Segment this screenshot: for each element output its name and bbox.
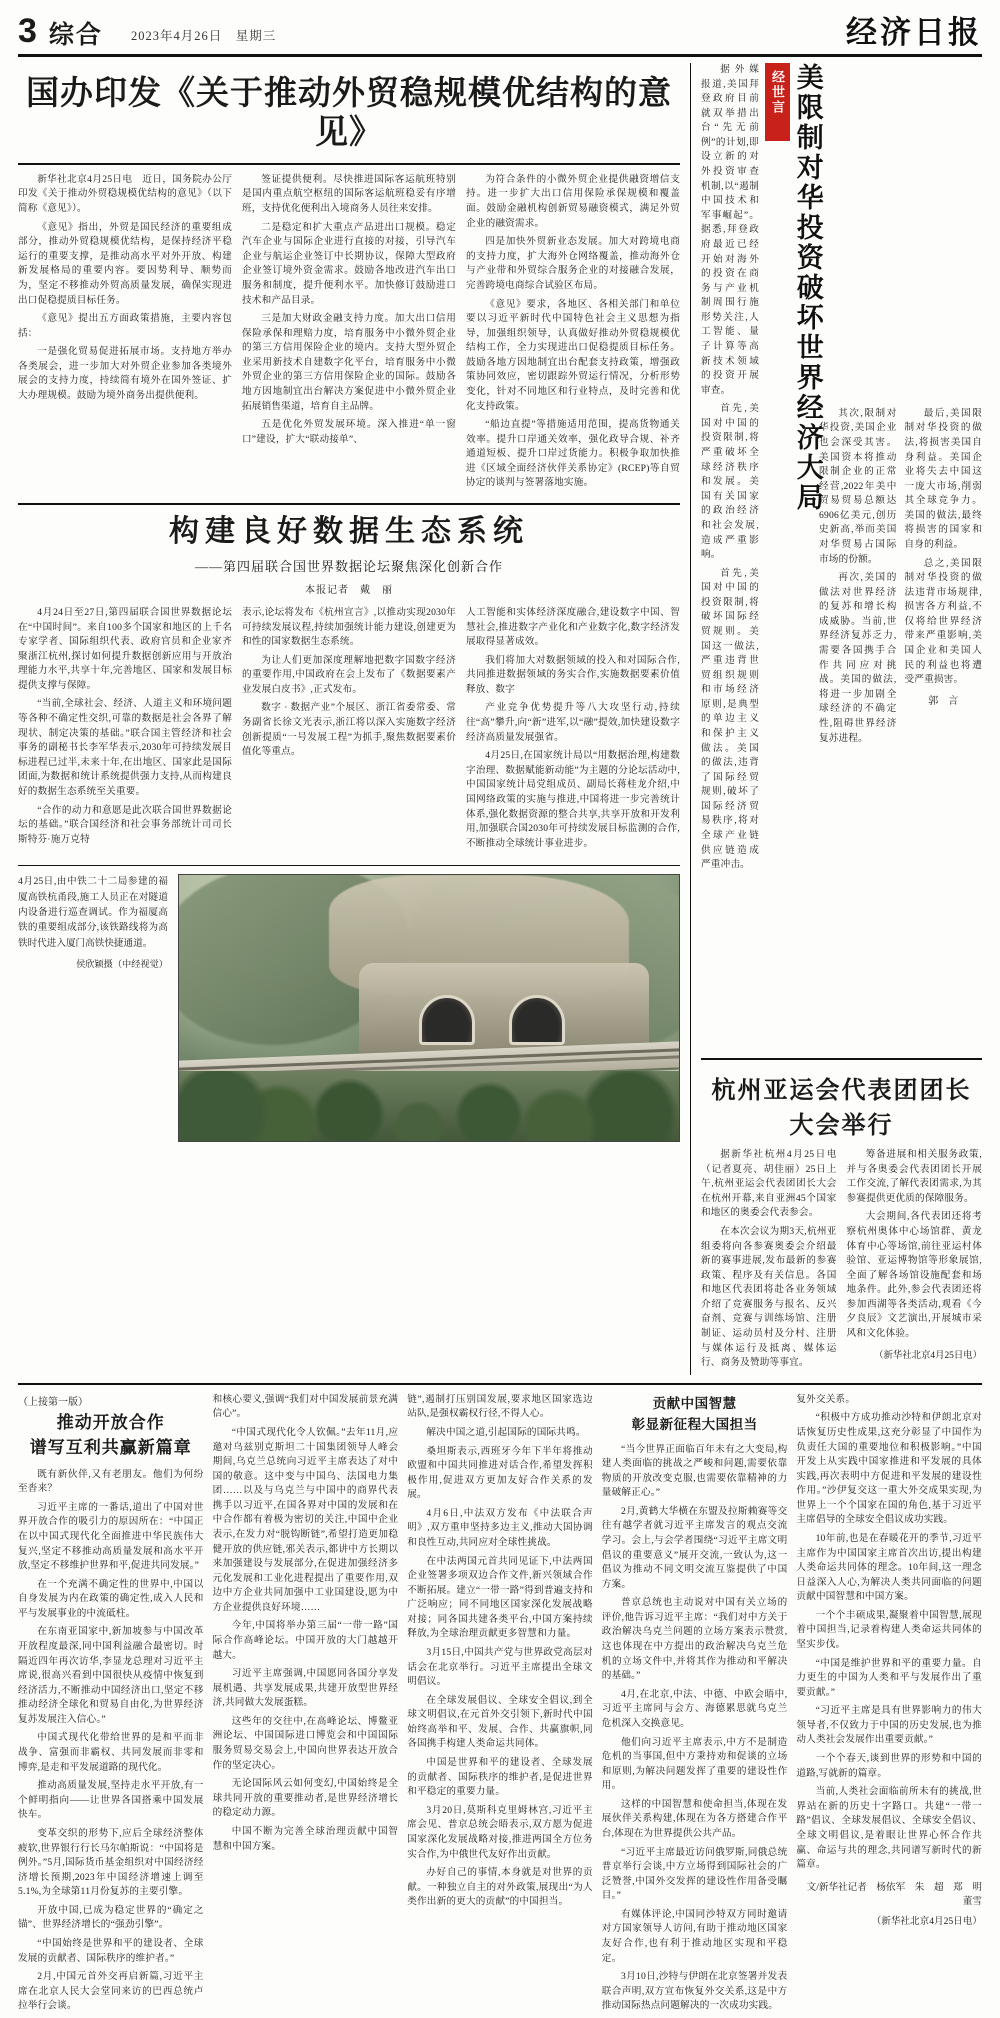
opinion-author: 郭 言: [928, 695, 959, 707]
article2-columns: [18, 596, 680, 855]
railway-aerial-photo: [178, 874, 680, 1142]
paragraph: 数字 · 数据产业”个展区、浙江省委常委、常务副省长徐文光表示,浙江将以深入实施数字经济创新提质“一号发展工程”为抓手,聚焦数据要素价值化等重点。: [242, 702, 456, 758]
photo-caption-wrap: [18, 874, 168, 1142]
paragraph: 在一个充满不确定性的世界中,中国以自身发展为内在政策的确定性,成入人民和平与发展事业的中流砥柱。: [18, 1578, 204, 1619]
paragraph: 3月10日,沙特与伊朗在北京签署并发表联合声明,双方宣布恢复外交关系,这是中方推动国际热点问题解决的一次成功实践。: [601, 1971, 788, 2012]
bottom-col-5: [796, 1393, 992, 2018]
column-stamp: 经世言: [765, 63, 790, 141]
paragraph: 据外媒报道,美国拜登政府目前就双举措出台“先无前例”的计划,即设立新的对外投资审查机制,以“遏制中国技术和军事崛起”。据悉,拜登政府最近已经开始对海外的投资在商务与产业机制周围行施形势关注,人工智能、量子计算等高新技术领域的投资开展审查。: [701, 64, 759, 396]
bottom-col-3: [407, 1393, 593, 2018]
paragraph: “中国始终是世界和平的建设者、全球发展的贡献者、国际秩序的维护者。”: [18, 1937, 204, 1964]
paragraph: “中国是维护世界和平的重要力量。自力更生的中国为人类和平与发展作出了重要贡献。”: [796, 1657, 982, 1698]
paragraph: 其次,限制对华投资,美国企业也会深受其害。美国资本将推动限制企业的正常经营,2022年美中贸易贸易总额达6906亿美元,创历史新高,举而美国对华贸易占国际市场的份额。: [819, 407, 897, 565]
paragraph: 今年,中国将举办第三届“一带一路”国际合作高峰论坛。中国开放的大门越越开越大。: [212, 1620, 399, 1661]
bottom-col-1: [18, 1393, 204, 2018]
paragraph: 当前,人类社会面临前所未有的挑战,世界站在新的历史十字路口。共建“一带一路”倡议、全球发展倡议、全球安全倡议、全球文明倡议,是着眼让世界心怀合作共赢、命运与共的理念,共同谱写新时代的新篇章。: [796, 1786, 982, 1871]
paragraph: 在中法两国元首共同见证下,中法两国企业签署多项双边合作文件,新兴领域合作不断拓展。建立“一带一路”得到普遍支持和广泛响应；同不同地区国家深化发展战略对接；同各国共建各类平台,中国方案持续释放,为全球治理贡献更多智慧和力量。: [407, 1555, 593, 1640]
paragraph: 表示,论坛将发布《杭州宣言》,以推动实现2030年可持续发展议程,持续加强统计能力建设,创建更为和性的国家数据生态系统。: [242, 607, 456, 648]
left-block: [18, 63, 680, 1375]
paragraph: 链”,遏制打压别国发展,要求地区国家选边站队,是强权霸权行径,不得人心。: [407, 1393, 593, 1420]
opinion-col-3: [905, 407, 983, 750]
photo-block: [18, 865, 680, 1142]
article2-col-2: [242, 606, 456, 855]
paragraph: 产业竞争优势提升等八大攻坚行动,持续往“高”攀升,向“新”进军,以“融”提效,加快建设数字经济高质量发展强省。: [466, 702, 680, 743]
tunnel-portal-icon: [509, 995, 565, 1045]
article2-headline: 构建良好数据生态系统: [169, 515, 529, 549]
paragraph: 五是优化外贸发展环境。深入推进“单一窗口”建设，扩大“联动接单”、: [242, 419, 456, 445]
paragraph: 一是强化贸易促进拓展市场。支持地方举办各类展会，进一步加大对外贸企业参加各类境外展会的支持力度，持续简有境外在国外签证、扩大办理规模。鼓励为境外商务出提供便利。: [18, 346, 232, 401]
article1-columns: [18, 165, 680, 495]
paragraph: 最后,美国限制对华投资的做法,将损害美国自身利益。美国企业将失去中国这一庞大市场,削弱其全球竞争力。美国的做法,最终将损害的国家和自身的利益。: [904, 407, 982, 550]
right-rail: [690, 63, 982, 1375]
opinion-col-1: [701, 63, 759, 877]
publication-date: 2023年4月26日 星期三: [130, 29, 277, 43]
paragraph: 首先,美国对中国的投资限制,将破坏国际经贸规则。美国这一做法,严重违背世贸组织规则和市场经济原则,是典型的单边主义和保护主义做法。美国的做法,违背了国际经贸规则,破坏了国际经济贸易秩序,将对全球产业链供应链造成严重冲击。: [701, 567, 759, 871]
paragraph: 无论国际风云如何变幻,中国始终是全球共同开放的重要推动者,是世界经济增长的稳定动力源。: [212, 1778, 399, 1819]
article2-subheadline: ——第四届联合国世界数据论坛聚焦深化创新合作: [194, 559, 503, 575]
page-number: 3: [18, 12, 37, 50]
bottom-title-line3: 贡献中国智慧: [652, 1395, 737, 1411]
bottom-col-2: [213, 1393, 399, 2018]
opinion-headline-wrap: [763, 63, 824, 877]
paragraph: 总之,美国限制对华投资的做法违背市场规律,损害各方利益,不仅将给世界经济带来严重影响,美国企业和美国人民的利益也将遭受严重损害。: [904, 557, 982, 686]
paragraph: 和核心要义,强调“我们对中国发展前景充满信心”。: [212, 1393, 399, 1420]
paragraph: 解决中国之道,引起国际的国际共鸣。: [426, 1426, 586, 1438]
paragraph: 这样的中国智慧和使命担当,体现在发展伙伴关系构建,体现在为各方搭建合作平台,体现在为世界提供公共产品。: [601, 1798, 788, 1839]
opinion-col-2: [819, 407, 897, 750]
paragraph: 2月,黄鹤大华横在东盟及拉斯赖赛等交往有越学者就习近平主席发言的观点交流学习。会上,与会学者围绕“习近平主席文明倡议的重要意义”展开交流,一致认为,这一倡议为推动不同文明交流互鉴提供了中国方案。: [601, 1505, 788, 1590]
asian-games-col-2: [847, 1148, 983, 1375]
paragraph: “合作的动力和意愿是此次联合国世界数据论坛的基础。”联合国经济和社会事务部统计司司长斯特芬·施万克特: [18, 804, 232, 845]
tunnel-portal-icon: [419, 995, 475, 1045]
paragraph: 习近平主席的一番话,道出了中国对世界开放合作的吸引力的原因所在：“中国正在以中国式现代化全面推进中华民族伟大复兴,坚定不移推动高质量发展和高水平开放,坚定不移维护世界和平,促进共同发展。”: [18, 1501, 204, 1572]
paragraph: 办好自己的事情,本身就是对世界的贡献。一种独立自主的对外政策,展现出“为人类作出新的更大的贡献”的中国担当。: [407, 1867, 593, 1908]
asian-games-columns: [701, 1148, 982, 1375]
paragraph: “船边直提”等措施适用范围，提高货物通关效率。提升口岸通关效率，强化政导合规、补齐通道短板、提升口岸过货能力。积极争取加快推进《区域全面经济伙伴关系协定》(RCEP)等自贸协定的谈判与签署落地实施。: [466, 419, 680, 489]
paragraph: 据新华社杭州4月25日电（记者夏亮、胡佳丽）25日上午,杭州亚运会代表团团长大会在杭州开幕,来自亚洲45个国家和地区的奥委会代表参会。: [701, 1149, 837, 1219]
paragraph: 我们将加大对数据领域的投入和对国际合作,共同推进数据领域的务实合作,实施数据要素价值释放、数字: [466, 654, 680, 695]
paragraph: 复外交关系。: [796, 1393, 856, 1405]
paragraph: “中国式现代化令人钦佩。”去年11月,应邀对乌兹别克斯坦二十国集团领导人峰会期间,乌克兰总统向习近平主席表达了对中国的敬意。这中变与中国乌、法国电力集团……以及与乌克兰与中国中的商界代表携手以习近平,在国各界对中国的发展和在中合作都有着极为密切的关注,中国中企业表示,在发力对“脱钩断链”,希望打造更加稳健开放的供应链,邪关表示,都讲中方长期以来加强建设与发展部分,在促进加强经济多元化发展和工业化进程提出了重要作用,双边中方企业共同加强中工业国建设,愿为中方企业提供良好环境……: [212, 1426, 399, 1613]
paragraph: 为让人们更加深度理解地把数字国数字经济的重要作用,中国政府在会上发布了《数据要素产业发展白皮书》,正式发布。: [242, 654, 456, 695]
paragraph: 三是加大财政金融支持力度。加大出口信用保险承保和理赔力度，培育服务中小微外贸企业的第三方信用保险企业的境内。支持大型外贸企业采用新技术自建数字化平台，培育服务中小微外贸企业的第三方信用保险企业的国际。鼓励各地方因地制宜出台解决方案促进中小微外贸企业拓展销售渠道，培育自主品牌。: [242, 313, 456, 412]
paragraph: 在本次会议为期3天,杭州亚组委将向各参赛奥委会介绍最新的赛事进展,发布最新的参赛政策、程序及有关信息。各国和地区代表团将赴各业务领域介绍了竞赛服务与报名、反兴奋剂、竞赛与训练场馆、注册制证、运动员村及分村、注册与媒体运行及抵离、媒体运行、商务及赞助等事宜。: [701, 1225, 837, 1369]
article1-col-3: [466, 173, 680, 495]
paragraph: 《意见》提出五方面政策措施，主要内容包括：: [18, 313, 232, 339]
paragraph: 3月20日,莫斯科克里姆林宫,习近平主席会见、普京总统会晤表示,双方愿为促进国家深化发展战略对接,推进两国全方位务实合作,为中俄世代友好作出贡献。: [407, 1804, 593, 1860]
bottom-col-4: [602, 1393, 788, 2018]
paragraph: 10年前,也是在春暖花开的季节,习近平主席作为中国国家主席首次出访,提出构建人类命运共同体的理念。10年间,这一理念日益深入人心,为解决人类共同面临的问题贡献中国智慧和中国方案。: [796, 1532, 982, 1603]
paragraph: 他们向习近平主席表示,中方不是制造危机的当事国,但中方秉持劝和促谈的立场和原则,为解决问题发挥了重要的建设性作用。: [601, 1736, 788, 1792]
paragraph: 首先,美国对中国的投资限制,将严重破坏全球经济秩序和发展。美国有关国家的政治经济和社会发展,造成严重影响。: [701, 403, 759, 561]
photo-caption: 4月25日,由中铁二十二局参建的福厦高铁杭甬段,施工人员正在对隧道内设备进行巡查调试。作为福厦高铁的重要组成部分,该铁路线将为高铁时代进入厦门高铁快捷通道。: [18, 876, 168, 949]
paragraph: 在东南亚国家中,新加坡参与中国改革开放程度最深,同中国利益融合最密切。时隔近四年再次访华,李显龙总理对习近平主席说,很高兴看到中国很快从疫情中恢复到经济活力,不断推动中国经济出口,坚定不移推动经济全球化和贸易自由化,为世界经济复苏发展注入信心。”: [18, 1626, 204, 1725]
article-trade-policy: [18, 63, 680, 495]
paragraph: 变革交织的形势下,应后全球经济整体疲软,世界银行行长马尔帕斯说：“中国将是例外。”5月,国际货币基金组织对中国经济经济增长预期,2023年中国经济增速上调至5.1%,为全球第11月份复苏的主要引擎。: [18, 1827, 204, 1898]
asian-games-headline: 杭州亚运会代表团团长大会举行: [711, 1078, 972, 1140]
paragraph: 开放中国,已成为稳定世界的“确定之锚”、世界经济增长的“强劲引擎”。: [18, 1904, 204, 1931]
paragraph: 4月6日,中法双方发布《中法联合声明》,双方重申坚持多边主义,推动大国协调和良性互动,共同应对全球性挑战。: [407, 1507, 593, 1548]
kicker-paragraph: 4月24日至27日,第四届联合国世界数据论坛在“中国时间”。来自100多个国家和地区的上千名专家学者、国际组织代表、政府官员和企业家齐聚浙江杭州,探讨如何提升数据创新应用与开放治理能力水平,共享十年,完善地区、国家和发展目标提供支撑与保障。: [18, 607, 232, 691]
paragraph: 有媒体评论,中国同沙特双方同时邀请对方国家领导人访问,有助于推动地区国家友好合作,也有利于推动地区实现和平稳定。: [601, 1908, 788, 1964]
bottom-title-line2: 谱写互利共赢新篇章: [29, 1437, 192, 1457]
paragraph: 普京总统也主动说对中国有关立场的评价,他告诉习近平主席：“我们对中方关于政治解决乌克兰问题的立场方案表示赞赏,这也体现在中方提出的政治解决乌克兰危机的立场文件中,并将其作为推动和平解决的基础。”: [601, 1597, 788, 1682]
paragraph: 中国式现代化带给世界的是和平而非战争、富强而非霸权、共同发展而非零和博弈,是走和平发展道路的现代化。: [18, 1732, 204, 1773]
paragraph: “习近平主席最近访问俄罗斯,同俄总统普京举行会谈,中方立场得到国际社会的广泛赞誉,中国外交发挥的建设性作用备受瞩目。”: [601, 1846, 788, 1902]
article1-col-1: [18, 173, 232, 495]
paragraph: 桑坦斯表示,西班牙今年下半年将推动欧盟和中国共同推进对话合作,希望发挥积极作用,促进双方更加友好合作关系的发展。: [407, 1445, 593, 1501]
paragraph: 2月,中国元首外交再启新篇,习近平主席在北京人民大会堂同来访的巴西总统卢拉举行会谈。: [18, 1971, 204, 2012]
bottom-signature: 文/新华社记者 杨依军 朱 超 郑 明 董雪: [806, 1881, 992, 1907]
paper-title: 经济日报: [846, 15, 982, 50]
article2-byline: 本报记者 戴 丽: [305, 585, 393, 597]
bottom-dateline: （新华社北京4月25日电）: [871, 1915, 982, 1927]
paragraph: “积极中方成功推动沙特和伊朗北京对话恢复历史性成果,这充分彰显了中国作为负责任大国的重要地位和积极影响。”中国开发上从实践中国家推进和平发展的具体实践,再次表明中方促进和平发展的建设性作用。”沙伊复交这一重大外交成果实现,为世界上一个个国家在国的角色,基于习近平主席倡导的全球安全倡议成功实践。: [796, 1412, 982, 1526]
paragraph: 推动高质量发展,坚持走水平开放,有一个鲜明指向——让世界各国搭乘中国发展快车。: [18, 1780, 204, 1821]
paragraph: 这些年的交往中,在高峰论坛、博鳌亚洲论坛、中国国际进口博览会和中国国际服务贸易交易会上,中国向世界表达开放合作的坚定决心。: [212, 1715, 399, 1771]
paragraph: 筹备进展和相关服务政策,并与各奥委会代表团团长开展工作交流,了解代表团需求,为其参赛提供更优质的保障服务。: [846, 1149, 982, 1204]
asian-games-col-1: [701, 1148, 837, 1375]
paragraph: 中国是世界和平的建设者、全球发展的贡献者、国际秩序的维护者,是促进世界和平稳定的重要力量。: [407, 1757, 593, 1798]
section-title: 综合: [48, 22, 103, 49]
bottom-title-line1: 推动开放合作: [56, 1412, 165, 1432]
article1-col-2: [242, 173, 456, 495]
paragraph: 中国不断为完善全球治理贡献中国智慧和中国方案。: [212, 1825, 399, 1852]
paragraph: 既有新伙伴,又有老朋友。他们为何纷至沓来？: [18, 1468, 204, 1495]
paragraph: “习近平主席是具有世界影响力的伟大领导者,不仅致力于中国的历史发展,也为推动人类社会发展作出重要贡献。”: [796, 1705, 982, 1746]
article2-col-3: [466, 606, 680, 855]
paragraph: “当前,全球社会、经济、人道主义和环境问题等各种不确定性交织,可靠的数据是社会各界了解现状、制定决策的基础。”联合国主管经济和社会事务的副秘书长李军华表示,2030年可持续发展目标进程已过半,未来十年,在出地区、国家此是国际团面,为数据和统计系统提供强力支持,从而构建良好的数据生态系统至关重要。: [18, 698, 232, 797]
opinion-vertical-headline: 美限制对华投资破坏世界经济大局: [792, 63, 823, 513]
paragraph: 在全球发展倡议、全球安全倡议,到全球文明倡议,在元首外交引领下,新时代中国始终高举和平、发展、合作、共赢旗帜,同各国携手构建人类命运共同体。: [407, 1694, 593, 1750]
paragraph: 《意见》指出，外贸是国民经济的重要组成部分，推动外贸稳规模优结构，是保持经济平稳运行的重要支撑，是推动高水平对外开放、构建新发展格局的重要内容。要因势利导、顺势而为，坚定不移推动外贸高质量发展，确保实现进出口促稳提质目标任务。: [18, 221, 232, 306]
paragraph: 大会期间,各代表团还将考察杭州奥体中心场馆群、黄龙体育中心等场馆,前往亚运村体验馆、亚运博物馆等形象展馆,全面了解各场馆设施配套和场地条件。此外,参会代表团还将参加西湖等各类活动,观看《今夕良辰》文艺演出,开展城市采风和文化体验。: [846, 1211, 982, 1340]
paragraph: 新华社北京4月25日电 近日，国务院办公厅印发《关于推动外贸稳规模优结构的意见》（以下简称《意见》）。: [18, 173, 232, 215]
paragraph: 习近平主席强调,中国愿同各国分享发展机遇、共享发展成果,共建开放型世界经济,共同做大发展蛋糕。: [212, 1668, 399, 1709]
paragraph: 一个个春天,谈到世界的形势和中国的道路,写就新的篇章。: [796, 1753, 982, 1779]
article2-col-1: [18, 606, 232, 855]
bottom-title-line4: 彰显新征程大国担当: [631, 1416, 758, 1432]
paragraph: 一个个丰硕成果,凝聚着中国智慧,展现着中国担当,记录着构建人类命运共同体的坚实步伐。: [796, 1609, 982, 1651]
paragraph: “当今世界正面临百年未有之大变局,构建人类面临的挑战之严峻和问题,需要依靠物质的开放改变克服,也需要依靠精神的力量破解正心。”: [601, 1443, 788, 1499]
bottom-columns: [18, 1393, 992, 2018]
paragraph: 四是加快外贸新业态发展。加大对跨境电商的支持力度，扩大海外仓网络覆盖，推动海外仓与产业带和外贸综合服务企业的对接融合发展，完善跨境电商综合试验区布局。: [466, 236, 680, 291]
paragraph: 4月,在北京,中法、中德、中欧会晤中,习近平主席同与会方、海德累思就乌克兰危机深入交换意见。: [601, 1688, 788, 1729]
paragraph: 《意见》要求，各地区、各相关部门和单位要以习近平新时代中国特色社会主义思想为指导，加强组织领导，认真做好推动外贸稳规模优结构工作，全力实现进出口促稳提质目标任务。鼓励各地方因地制宜出台配套支持政策，增强政策协同效应，密切跟踪外贸运行情况，分析形势变化，针对不同地区和行业特点，及时完善和优化支持政策。: [466, 298, 680, 412]
paragraph: 签证提供便利。尽快推进国际客运航班特别是国内重点航空枢纽的国际客运航班稳妥有序增班，支持优化便利出入境商务人员往来安排。: [242, 173, 456, 215]
paragraph: 再次,美国的做法对世界经济的复苏和增长构成威胁。当前,世界经济复苏乏力,需要各国携手合作共同应对挑战。美国的做法,将进一步加剧全球经济的不确定性,阻碍世界经济复苏进程。: [819, 572, 897, 744]
asian-games-dateline: （新华社北京4月25日电）: [874, 1350, 982, 1361]
masthead: [18, 14, 982, 57]
paragraph: 为符合条件的小微外贸企业提供融资增信支持。进一步扩大出口信用保险承保规模和覆盖面。鼓励金融机构创新贸易融资模式，满足外贸企业的融资需求。: [466, 173, 680, 229]
paragraph: 人工智能和实体经济深度融合,建设数字中国、智慧社会,推进数字产业化和产业数字化,数字经济发展取得显著成效。: [466, 607, 680, 648]
paragraph: 3月15日,中国共产党与世界政党高层对话会在北京举行。习近平主席提出全球文明倡议。: [407, 1647, 593, 1688]
page-body: [18, 63, 982, 1375]
article1-headline: 国办印发《关于推动外贸稳规模优结构的意见》: [26, 76, 672, 151]
continuation-note: （上接第一版）: [18, 1396, 88, 1408]
opinion-right-cols: [819, 407, 982, 750]
paragraph: 4月25日,在国家统计局以“用数据治理,构建数字治理、数据赋能新动能”为主题的分论坛活动中,中国国家统计局党组成员、副局长蒋桂龙介绍,中国网络政策的实施与推进,中国将进一步完善统计体系,强化数据资源的整合共享,共享开放和开发利用,加强联合国2030年可持续发展目标监测的合作,不断推动全球统计事业进步。: [466, 750, 680, 849]
paragraph: 二是稳定和扩大重点产品进出口规模。稳定汽车企业与国际企业进行直接的对接，引导汽车企业与航运企业签订中长期协议，保障大型政府企业签订境外资金需求。鼓励各地改进汽车出口服务和制度，提升便利水平。加快修订鼓励进口技术和产品目录。: [242, 221, 456, 306]
photo-credit: 侯欣颖摄（中经视觉）: [76, 958, 168, 969]
bottom-feature: [18, 1383, 992, 2018]
article-data-forum: [18, 503, 680, 855]
